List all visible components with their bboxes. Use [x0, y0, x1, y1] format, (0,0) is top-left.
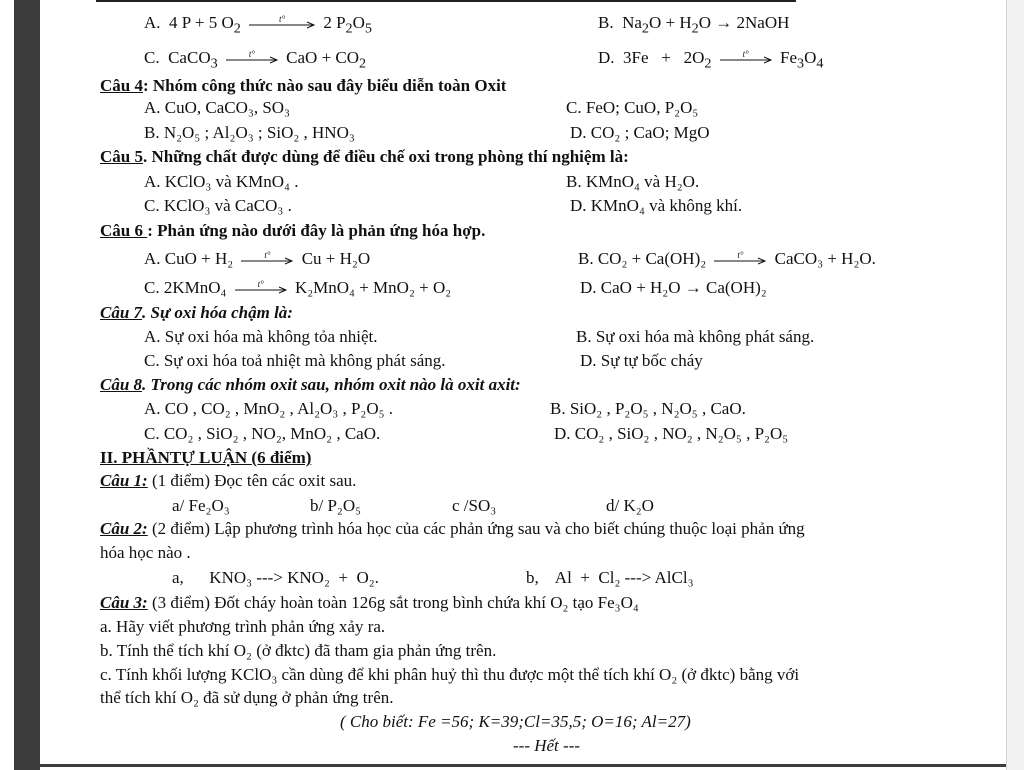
subscript: 2: [345, 20, 353, 37]
option-text: 4 P + 5 O: [169, 13, 234, 32]
subscript: 4: [816, 55, 824, 72]
subscript: 2: [704, 55, 712, 72]
q4-option-d: D. CO₂ ; CaO; MgO: [570, 123, 710, 142]
e3-item-b: b. Tính thể tích khí O₂ (ở đktc) đã tham gia phản ứng trên.: [100, 641, 497, 660]
q7-option-a: A. Sự oxi hóa mà không tỏa nhiệt.: [144, 327, 378, 346]
question-text: : Nhóm công thức nào sau đây biểu diễn toàn Oxit: [142, 76, 507, 95]
q3-option-a: [144, 12, 372, 39]
left-dark-bar: [14, 0, 40, 770]
reaction-arrow: [712, 250, 768, 267]
option-text: O: [352, 13, 365, 32]
option-text: 2 P: [323, 13, 346, 32]
arrow-label: t°: [737, 250, 744, 261]
option-label: D.: [598, 48, 615, 67]
q8-option-c: C. CO₂ , SiO₂ , NO₂, MnO₂ , CaO.: [144, 424, 381, 443]
q5-option-b: B. KMnO₄ và H₂O.: [566, 172, 700, 191]
q4-option-b: B. N₂O₅ ; Al₂O₃ ; SiO₂ , HNO₃: [144, 123, 355, 142]
option-text: 3Fe + 2O: [623, 48, 705, 67]
e3-item-c-cont: thể tích khí O₂ đã sử dụng ở phản ứng trên.: [100, 688, 394, 707]
q4-option-a: A. CuO, CaCO₃, SO₃: [144, 98, 290, 117]
q8-question: [100, 374, 521, 396]
e2-item-a: a, KNO₃ ---> KNO₂ + O₂.: [172, 568, 379, 587]
subscript: 3: [796, 55, 805, 72]
arrow-label: t°: [742, 49, 749, 60]
q7-option-d: D. Sự tự bốc cháy: [580, 351, 703, 370]
arrow-label: t°: [248, 49, 255, 60]
question-number: Câu 5: [100, 147, 143, 166]
question-number: Câu 3:: [100, 593, 148, 612]
e2-item-b: b, Al + Cl₂ ---> AlCl₃: [526, 568, 694, 587]
option-text: A. CuO + H₂: [144, 249, 234, 268]
arrow-label: t°: [264, 250, 271, 261]
option-text: C. 2KMnO₄: [144, 278, 227, 297]
e3-item-a: a. Hãy viết phương trình phản ứng xảy ra.: [100, 617, 386, 636]
option-text: Na: [622, 13, 642, 32]
e1-question: [100, 470, 356, 492]
arrow-label: t°: [279, 14, 286, 25]
question-number: Câu 1:: [100, 471, 148, 490]
q4-question: [100, 75, 506, 97]
q7-option-b: B. Sự oxi hóa mà không phát sáng.: [576, 327, 815, 346]
q4-option-c: C. FeO; CuO, P₂O₅: [566, 98, 699, 117]
q6-option-c: [144, 277, 451, 299]
question-number: Câu 6: [100, 221, 148, 240]
e3-item-c: c. Tính khối lượng KClO₃ cần dùng để khi phân huỷ thì thu được một thể tích khí O₂ (ở đktc) bằng với: [100, 665, 800, 684]
option-text: Fe: [779, 48, 797, 67]
subscript: 2: [641, 20, 649, 37]
question-text: . Sự oxi hóa chậm là:: [142, 303, 293, 322]
option-text: CaO + CO: [286, 48, 360, 67]
subscript: 2: [233, 20, 241, 37]
reaction-arrow: [224, 49, 280, 66]
question-text: (1 điểm) Đọc tên các oxit sau.: [147, 471, 357, 490]
q5-option-c: C. KClO₃ và CaCO₃ .: [144, 196, 292, 215]
q6-option-a: [144, 248, 370, 270]
reaction-arrow: [239, 250, 295, 267]
e1-item-c: c /SO₃: [452, 496, 497, 515]
q6-question: [100, 220, 485, 242]
given-data: ( Cho biết: Fe =56; K=39;Cl=35,5; O=16; Al=27): [340, 712, 691, 731]
question-number: Câu 2:: [100, 519, 148, 538]
right-edge: [1006, 0, 1024, 770]
e2-question-cont: hóa học nào .: [100, 543, 191, 562]
e1-item-a: a/ Fe₂O₃: [172, 496, 230, 515]
reaction-arrow: [718, 49, 774, 66]
subscript: 3: [210, 55, 218, 72]
q6-option-b: [578, 248, 876, 270]
q8-option-a: A. CO , CO₂ , MnO₂ , Al₂O₃ , P₂O₅ .: [144, 399, 394, 418]
q7-option-c: C. Sự oxi hóa toả nhiệt mà không phát sáng.: [144, 351, 446, 370]
reaction-arrow: [233, 279, 289, 296]
q8-option-b: B. SiO₂ , P₂O₅ , N₂O₅ , CaO.: [550, 399, 746, 418]
option-text: Cu + H₂O: [301, 249, 371, 268]
e1-item-b: b/ P₂O₅: [310, 496, 362, 515]
q3-option-c: [144, 47, 366, 74]
subscript: 2: [691, 20, 699, 37]
question-number: Câu 7: [100, 303, 143, 322]
option-label: B.: [598, 13, 614, 32]
q5-option-d: D. KMnO₄ và không khí.: [570, 196, 743, 215]
option-text: B. CO₂ + Ca(OH)₂: [578, 249, 707, 268]
question-text: . Những chất được dùng để điều chế oxi trong phòng thí nghiệm là:: [142, 147, 629, 166]
question-text: : Phản ứng nào dưới đây là phản ứng hóa hợp.: [147, 221, 486, 240]
question-text: (3 điểm) Đốt cháy hoàn toàn 126g sắt trong bình chứa khí O₂ tạo Fe₃O₄: [147, 593, 639, 612]
option-text: O → 2NaOH: [698, 13, 790, 32]
question-number: Câu 4: [100, 76, 143, 95]
q6-option-d: D. CaO + H₂O → Ca(OH)₂: [580, 278, 767, 297]
subscript: 2: [359, 55, 367, 72]
q5-option-a: A. KClO₃ và KMnO₄ .: [144, 172, 299, 191]
reaction-arrow: [247, 14, 317, 31]
e1-item-d: d/ K₂O: [606, 496, 654, 515]
option-text: O: [804, 48, 817, 67]
q7-question: [100, 302, 293, 324]
left-border: [0, 0, 40, 770]
option-text: K₂MnO₄ + MnO₂ + O₂: [294, 278, 452, 297]
arrow-label: t°: [257, 279, 264, 290]
question-number: Câu 8: [100, 375, 143, 394]
option-label: A.: [144, 13, 161, 32]
section-title: II. PHẦNTỰ LUẬN (6 điểm): [100, 448, 312, 467]
option-text: O + H: [649, 13, 692, 32]
q5-question: [100, 146, 629, 168]
q3-option-d: [598, 47, 823, 74]
option-text: CaCO: [168, 48, 211, 67]
e3-question: [100, 592, 639, 614]
exam-page: [40, 0, 1006, 764]
end-marker: --- Hết ---: [513, 736, 581, 755]
q3-option-b: [598, 12, 789, 39]
option-text: CaCO₃ + H₂O.: [774, 249, 876, 268]
question-text: . Trong các nhóm oxit sau, nhóm oxit nào là oxit axit:: [142, 375, 521, 394]
option-label: C.: [144, 48, 160, 67]
e2-question: [100, 518, 805, 540]
question-text: (2 điểm) Lập phương trình hóa học của các phản ứng sau và cho biết chúng thuộc loại phản ứng: [147, 519, 805, 538]
subscript: 5: [364, 20, 372, 37]
bottom-border: [40, 764, 1006, 767]
q8-option-d: D. CO₂ , SiO₂ , NO₂ , N₂O₅ , P₂O₅: [554, 424, 789, 443]
